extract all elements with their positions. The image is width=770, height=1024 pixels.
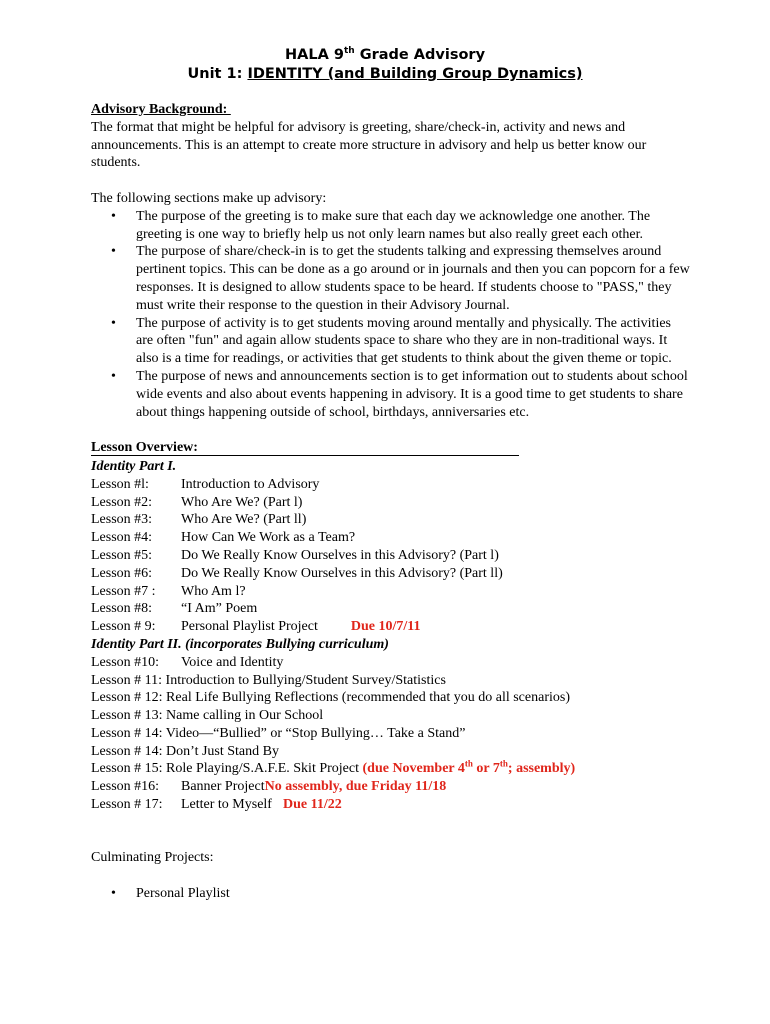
lesson-row: Lesson # 15: Role Playing/S.A.F.E. Skit Project (due November 4th or 7th; assembly) [91, 758, 576, 777]
bullet-icon: • [111, 315, 116, 331]
lesson-row: Lesson #l: Introduction to Advisory [91, 476, 320, 492]
due-date: No assembly, due Friday 11/18 [264, 779, 447, 795]
lesson-row: Lesson # 11: Introduction to Bullying/Student Survey/Statistics [91, 672, 446, 688]
lesson-row: Lesson #10: Voice and Identity [91, 654, 284, 670]
document-title: HALA 9th Grade Advisory [284, 46, 486, 63]
lesson-row: Lesson #16: Banner Project No assembly, due Friday 11/18 [91, 779, 447, 795]
culminating-heading: Culminating Projects: [91, 850, 214, 866]
list-item: • The purpose of news and announcements section is to get information out to students about school wide events and also about events happening in advisory. It is a good time to get students to share about things happening outside of school, birthdays, anniversaries etc. [111, 368, 688, 420]
culminating-list [91, 885, 691, 903]
due-date: (due November 4th or 7th; assembly) [362, 758, 576, 777]
lesson-row: Lesson #4: How Can We Work as a Team? [91, 530, 356, 546]
list-item: • The purpose of share/check-in is to get the students talking and expressing themselves around pertinent topics. This can be done as a go around or in journals and then you can popcorn for a few responses. It is designed to allow students space to be heard. If students choose to "PASS," they must write their response to the question in their Advisory Journal. [111, 244, 690, 313]
bullet-icon: • [111, 368, 116, 384]
due-date: Due 11/22 [282, 797, 342, 813]
sections-intro: The following sections make up advisory: [91, 190, 327, 206]
part2-title: Identity Part II. (incorporates Bullying curriculum) [91, 636, 389, 652]
lesson-row: Lesson # 17: Letter to Myself Due 11/22 [91, 797, 342, 813]
lesson-row: Lesson # 12: Real Life Bullying Reflections (recommended that you do all scenarios) [91, 690, 570, 706]
bullet-icon: • [111, 244, 116, 260]
list-item: • The purpose of activity is to get students moving around mentally and physically. The activities are often "fun" and again allow students space to share who they are in non-traditional ways. It also is a time for readings, or activities that get students to think about the given theme or topic. [111, 315, 672, 367]
lesson-row: Lesson # 9: Personal Playlist Project Due 10/7/11 [91, 619, 421, 635]
bullet-icon: • [111, 886, 116, 902]
lesson-row: Lesson #3: Who Are We? (Part ll) [91, 512, 307, 528]
list-item: • Personal Playlist [111, 886, 230, 902]
lesson-row: Lesson #7 : Who Am l? [91, 583, 246, 599]
lesson-row: Lesson #5: Do We Really Know Ourselves in this Advisory? (Part l) [91, 547, 499, 563]
lesson-overview-heading: Lesson Overview: [91, 440, 519, 456]
part1-title: Identity Part I. [91, 458, 177, 474]
background-heading: Advisory Background: [91, 102, 231, 117]
lesson-row: Lesson #2: Who Are We? (Part l) [91, 494, 303, 510]
lesson-row: Lesson # 14: Don’t Just Stand By [91, 743, 279, 759]
bullet-icon: • [111, 208, 116, 224]
list-item: • The purpose of the greeting is to make sure that each day we acknowledge one another. The greeting is one way to briefly help us not only learn names but also really greet each other. [111, 208, 651, 242]
background-text: The format that might be helpful for advisory is greeting, share/check-in, activity and news and announcements. This is an attempt to create more structure in advisory and help us better know our students. [91, 119, 647, 171]
document-body [91, 101, 691, 903]
due-date: Due 10/7/11 [350, 619, 421, 635]
unit-title: Unit 1: IDENTITY (and Building Group Dynamics) [187, 66, 583, 82]
lesson-row: Lesson # 13: Name calling in Our School [91, 708, 324, 724]
lesson-row: Lesson # 14: Video—“Bullied” or “Stop Bullying… Take a Stand” [91, 725, 466, 741]
sections-list [91, 208, 691, 422]
lesson-row: Lesson #8: “I Am” Poem [91, 601, 258, 617]
lesson-row: Lesson #6: Do We Really Know Ourselves in this Advisory? (Part ll) [91, 565, 503, 581]
